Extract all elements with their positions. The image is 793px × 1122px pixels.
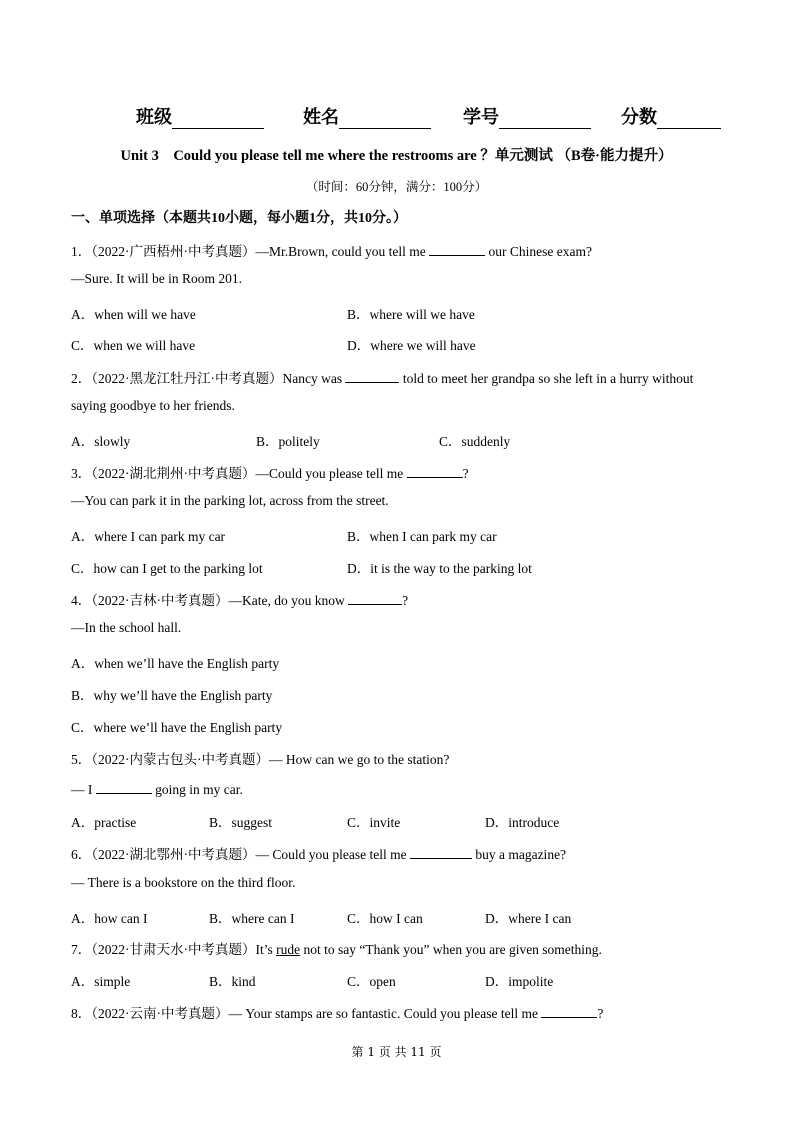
question-1-option-c[interactable]: C．when we will have [71, 338, 196, 353]
question-1-text-end: our Chinese exam? [485, 244, 592, 259]
question-4-option-c[interactable]: C．where we’ll have the English party [71, 720, 283, 735]
question-2-option-a[interactable]: A．slowly [71, 434, 131, 449]
name-field [303, 103, 431, 129]
question-4-option-a[interactable]: A．when we’ll have the English party [71, 656, 280, 671]
question-1-text: 1．（2022·广西梧州·中考真题）—Mr.Brown, could you tell me [71, 244, 430, 259]
question-7-option-d[interactable]: D．impolite [485, 974, 554, 989]
question-6-text-end: buy a magazine? [471, 847, 567, 862]
student-id-label: 学号 [463, 107, 499, 128]
class-label: 班级 [136, 107, 172, 128]
section-heading: 一、单项选择（本题共10小题，每小题1分，共10分。） [71, 211, 407, 226]
question-2-stem-cont: saying goodbye to her friends. [71, 398, 235, 413]
question-8-stem [71, 1002, 603, 1022]
question-3-option-b[interactable]: B．when I can park my car [347, 529, 497, 544]
question-8-blank[interactable] [541, 1003, 597, 1018]
question-1-option-a[interactable]: A．when will we have [71, 307, 196, 322]
question-5-option-d[interactable]: D．introduce [485, 815, 560, 830]
question-6-option-b[interactable]: B．where can I [209, 911, 295, 926]
question-5-option-a[interactable]: A．practise [71, 815, 137, 830]
question-1-stem [71, 240, 592, 260]
question-5-stem: 5．（2022·内蒙古包头·中考真题）— How can we go to the station? [71, 752, 450, 767]
question-6-stem [71, 843, 566, 863]
page-footer: 第 1 页 共 11 页 [351, 1045, 442, 1059]
question-7-text-end: not to say “Thank you” when you are given something. [300, 942, 602, 957]
question-4-reply: —In the school hall. [71, 620, 182, 635]
question-6-text: 6．（2022·湖北鄂州·中考真题）— Could you please tell me [71, 847, 410, 862]
question-2-text-end: told to meet her grandpa so she left in a hurry without [399, 371, 694, 386]
question-2-option-c[interactable]: C．suddenly [439, 434, 511, 449]
score-blank[interactable] [657, 108, 721, 129]
name-blank[interactable] [339, 108, 431, 129]
class-blank[interactable] [172, 108, 264, 129]
question-3-blank[interactable] [407, 463, 463, 478]
question-4-text: 4．（2022·吉林·中考真题）—Kate, do you know [71, 593, 349, 608]
question-4-text-end: ? [402, 593, 409, 608]
question-6-reply: — There is a bookstore on the third floor. [71, 875, 296, 890]
question-3-stem [71, 462, 469, 482]
time-info: （时间：60分钟，满分：100分） [305, 180, 488, 194]
question-1-option-b[interactable]: B．where will we have [347, 307, 475, 322]
question-3-text: 3．（2022·湖北荆州·中考真题）—Could you please tell me [71, 466, 407, 481]
score-field [621, 103, 721, 129]
question-5-reply-text: — I [71, 782, 96, 797]
question-3-option-c[interactable]: C．how can I get to the parking lot [71, 561, 263, 576]
question-4-option-b[interactable]: B．why we’ll have the English party [71, 688, 273, 703]
question-3-option-d[interactable]: D．it is the way to the parking lot [347, 561, 532, 576]
question-5-option-c[interactable]: C．invite [347, 815, 401, 830]
question-7-option-a[interactable]: A．simple [71, 974, 131, 989]
name-label: 姓名 [303, 107, 339, 128]
question-6-blank[interactable] [410, 844, 472, 859]
question-7-option-b[interactable]: B．kind [209, 974, 256, 989]
question-2-text: 2．（2022·黑龙江牡丹江·中考真题）Nancy was [71, 371, 346, 386]
question-8-text: 8．（2022·云南·中考真题）— Your stamps are so fantastic. Could you please tell me [71, 1006, 542, 1021]
question-7-option-c[interactable]: C．open [347, 974, 396, 989]
student-id-blank[interactable] [499, 108, 591, 129]
question-5-option-b[interactable]: B．suggest [209, 815, 273, 830]
question-3-reply: —You can park it in the parking lot, across from the street. [71, 493, 389, 508]
question-8-text-end: ? [597, 1006, 604, 1021]
class-field [136, 103, 264, 129]
question-7-stem [71, 938, 602, 958]
question-4-blank[interactable] [348, 590, 402, 605]
question-1-option-d[interactable]: D．where we will have [347, 338, 476, 353]
question-3-text-end: ? [462, 466, 469, 481]
question-5-reply [71, 779, 243, 798]
question-2-option-b[interactable]: B．politely [256, 434, 320, 449]
question-5-reply-text-end: going in my car. [151, 782, 243, 797]
question-6-option-a[interactable]: A．how can I [71, 911, 148, 926]
student-id-field [463, 103, 591, 129]
question-1-blank[interactable] [429, 241, 485, 256]
question-7-text: 7．（2022·甘肃天水·中考真题）It’s [71, 942, 277, 957]
question-2-blank[interactable] [345, 368, 399, 383]
question-2-stem [71, 367, 693, 387]
question-5-blank[interactable] [96, 779, 152, 794]
question-3-option-a[interactable]: A．where I can park my car [71, 529, 226, 544]
unit-title: Unit 3 Could you please tell me where the restrooms are ？单元测试 （B卷·能力提升） [120, 148, 673, 164]
question-6-option-d[interactable]: D．where I can [485, 911, 572, 926]
score-label: 分数 [621, 107, 657, 128]
question-1-reply: —Sure. It will be in Room 201. [71, 271, 242, 286]
question-4-stem [71, 589, 408, 609]
question-6-option-c[interactable]: C．how I can [347, 911, 423, 926]
question-7-underlined-word: rude [276, 942, 301, 957]
student-info-header [0, 103, 793, 131]
